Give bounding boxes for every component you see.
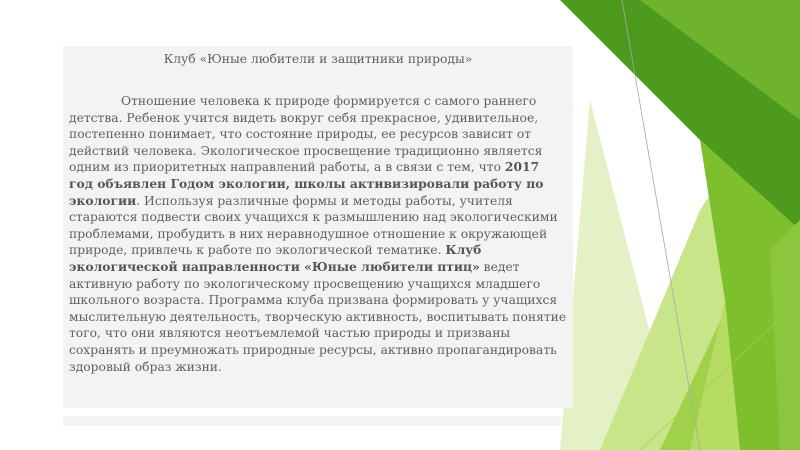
text-run: . Используя различные формы и методы работы, учителя стараются подвести своих учащихся к размышлению над экологическими проблемами, пробудить в них неравнодушное отношение к окружающей природе, привлечь к работе по экологической тематике. xyxy=(69,193,558,258)
document-title: Клуб «Юные любители и защитники природы» xyxy=(163,52,473,66)
text-run: ведет активную работу по экологическому просвещению учащихся младшего школьного возраста. Программа клуба призвана формировать у учащихся мыслительную деятельность, творческую активность, воспитывать понятие того, что они являются неотъемлемой частью природы и призваны сохранять и преумножать природные ресурсы, активно пропагандировать здоровый образ жизни. xyxy=(69,259,567,374)
panel-bottom-strip xyxy=(63,416,561,426)
bold-text-run: Клуб экологической направленности «Юные любители птиц» xyxy=(69,242,482,274)
document-body xyxy=(69,93,567,375)
bold-text-run: 2017 год объявлен Годом экологии, школы активизировали работу по экологии xyxy=(69,159,544,208)
text-run: Отношение человека к природе формируется с самого раннего детства. Ребенок учится видеть вокруг себя прекрасное, удивительное, постепенно понимает, что состояние природы, ее ресурсов зависит от действий человека. Экологическое просвещение традиционно является одним из приоритетных направлений работы, а в связи с тем, что xyxy=(69,94,543,175)
text-panel xyxy=(63,46,573,408)
